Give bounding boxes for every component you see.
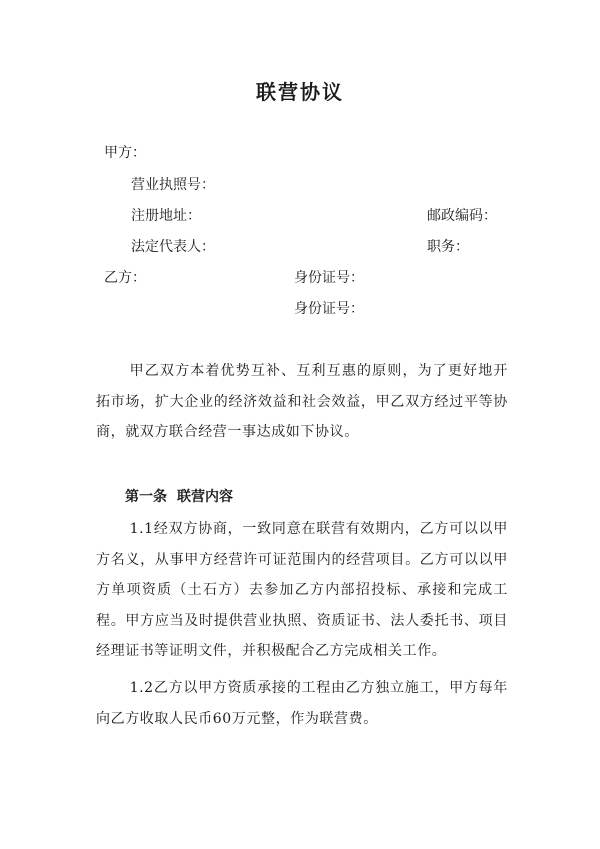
section-1-title: 联营内容 bbox=[177, 489, 233, 505]
preamble-paragraph: 甲乙双方本着优势互补、互利互惠的原则，为了更好地开拓市场，扩大企业的经济效益和社会效益，甲乙双方经过平等协商，就双方联合经营一事达成如下协议。 bbox=[96, 363, 508, 440]
section-1-heading bbox=[125, 486, 233, 506]
document-title: 联营协议 bbox=[256, 80, 344, 104]
registered-address-label: 注册地址： bbox=[131, 208, 201, 224]
clause-1-1-paragraph: 1.1经双方协商，一致同意在联营有效期内，乙方可以以甲方名义，从事甲方经营许可证范围内的经营项目。乙方可以以甲方单项资质（土石方）去参加乙方内部招投标、承接和完成工程。甲方应当及时提供营业执照、资质证书、法人委托书、项目经理证书等证明文件，并积极配合乙方完成相关工作。 bbox=[96, 521, 508, 659]
id-number-label-2: 身份证号： bbox=[294, 301, 364, 317]
section-1-number: 第一条 bbox=[125, 489, 167, 505]
postal-code-label: 邮政编码： bbox=[427, 208, 497, 224]
position-label: 职务： bbox=[427, 239, 469, 255]
clause-1-2-paragraph: 1.2乙方以甲方资质承接的工程由乙方独立施工，甲方每年向乙方收取人民币60万元整，作为联营费。 bbox=[96, 680, 508, 727]
party-a-label: 甲方： bbox=[104, 145, 146, 161]
party-b-label: 乙方： bbox=[104, 270, 146, 286]
id-number-label-1: 身份证号： bbox=[294, 270, 364, 286]
legal-representative-label: 法定代表人： bbox=[131, 239, 215, 255]
business-license-label: 营业执照号： bbox=[131, 177, 215, 193]
